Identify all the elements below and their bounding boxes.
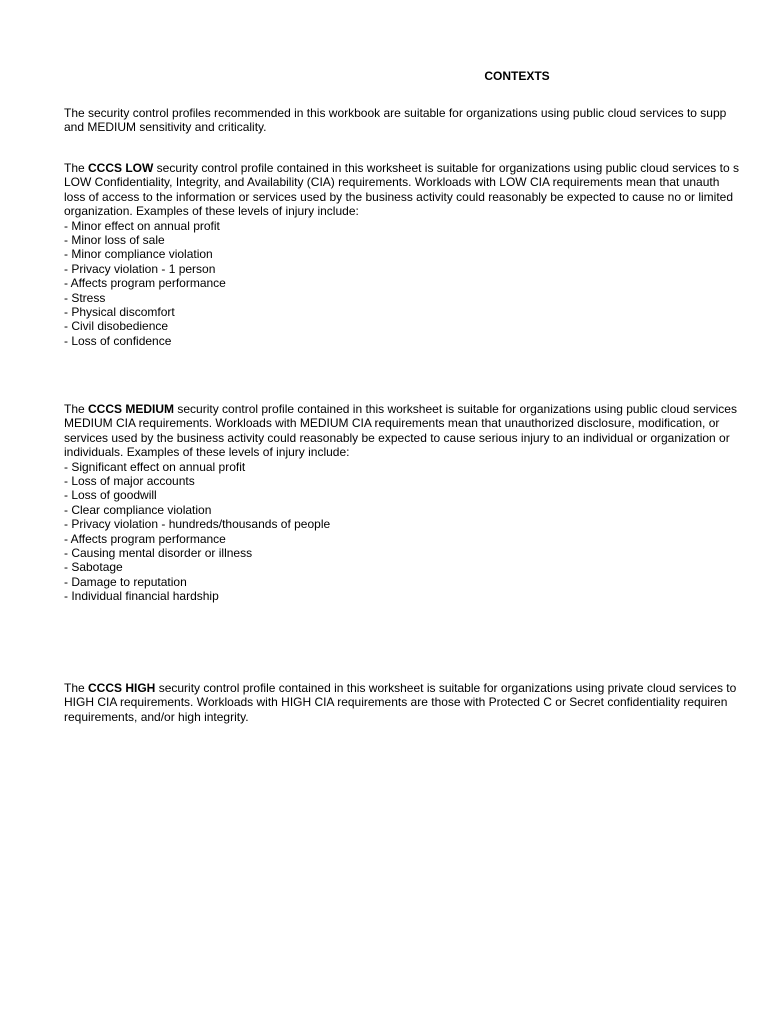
medium-description-line: services used by the business activity could reasonably be expected to cause serious injury to an individual or organization or — [64, 430, 730, 445]
medium-prefix: The — [64, 402, 89, 416]
medium-first-line-rest: security control profile contained in this worksheet is suitable for organizations using public cloud services — [174, 402, 737, 416]
high-description-line: HIGH CIA requirements. Workloads with HIGH CIA requirements are those with Protected C or Secret confidentiality requiren — [64, 695, 728, 710]
intro-paragraph — [64, 106, 768, 135]
low-injury-item: - Civil disobedience — [64, 319, 169, 334]
medium-injury-item: - Privacy violation - hundreds/thousands of people — [64, 517, 331, 532]
low-description-line: loss of access to the information or services used by the business activity could reasonably be expected to cause no or limited — [64, 189, 734, 204]
medium-profile-section — [64, 402, 768, 603]
low-prefix: The — [64, 161, 89, 175]
medium-injury-item: - Individual financial hardship — [64, 589, 219, 604]
low-first-line-rest: security control profile contained in this worksheet is suitable for organizations using public cloud services to s — [153, 161, 739, 175]
low-profile-name: CCCS LOW — [88, 161, 154, 175]
medium-injury-item: - Damage to reputation — [64, 574, 187, 589]
page-title: CONTEXTS — [484, 69, 550, 83]
medium-profile-first-line — [64, 402, 768, 416]
high-description-line: requirements, and/or high integrity. — [64, 709, 249, 724]
medium-injury-item: - Loss of major accounts — [64, 473, 195, 488]
medium-injury-item: - Loss of goodwill — [64, 488, 157, 503]
medium-profile-name: CCCS MEDIUM — [88, 402, 175, 416]
low-profile-section — [64, 161, 768, 348]
high-profile-name: CCCS HIGH — [88, 681, 156, 695]
medium-description-line: MEDIUM CIA requirements. Workloads with MEDIUM CIA requirements mean that unauthorized disclosure, modification, or — [64, 416, 720, 431]
medium-injury-item: - Clear compliance violation — [64, 502, 212, 517]
low-description-line: organization. Examples of these levels of injury include: — [64, 204, 359, 219]
high-first-line-rest: security control profile contained in this worksheet is suitable for organizations using private cloud services to — [155, 681, 737, 695]
intro-line: The security control profiles recommended in this workbook are suitable for organizations using public cloud services to supp — [64, 106, 727, 120]
high-profile-section — [64, 681, 768, 724]
low-profile-first-line — [64, 161, 768, 175]
low-injury-item: - Minor compliance violation — [64, 247, 213, 262]
medium-injury-item: - Sabotage — [64, 560, 123, 575]
medium-injury-item: - Affects program performance — [64, 531, 226, 546]
low-injury-item: - Minor loss of sale — [64, 232, 165, 247]
low-injury-item: - Minor effect on annual profit — [64, 218, 220, 233]
medium-injury-item: - Causing mental disorder or illness — [64, 545, 253, 560]
high-profile-first-line — [64, 681, 768, 695]
medium-description-line: individuals. Examples of these levels of injury include: — [64, 445, 350, 460]
high-prefix: The — [64, 681, 89, 695]
low-injury-item: - Physical discomfort — [64, 304, 175, 319]
intro-line: and MEDIUM sensitivity and criticality. — [64, 120, 267, 135]
low-description-line: LOW Confidentiality, Integrity, and Availability (CIA) requirements. Workloads with LOW CIA requirements mean that unauth — [64, 175, 720, 190]
low-injury-item: - Affects program performance — [64, 276, 226, 291]
low-injury-item: - Privacy violation - 1 person — [64, 261, 216, 276]
low-injury-item: - Loss of confidence — [64, 333, 172, 348]
low-injury-item: - Stress — [64, 290, 106, 305]
medium-injury-item: - Significant effect on annual profit — [64, 459, 246, 474]
